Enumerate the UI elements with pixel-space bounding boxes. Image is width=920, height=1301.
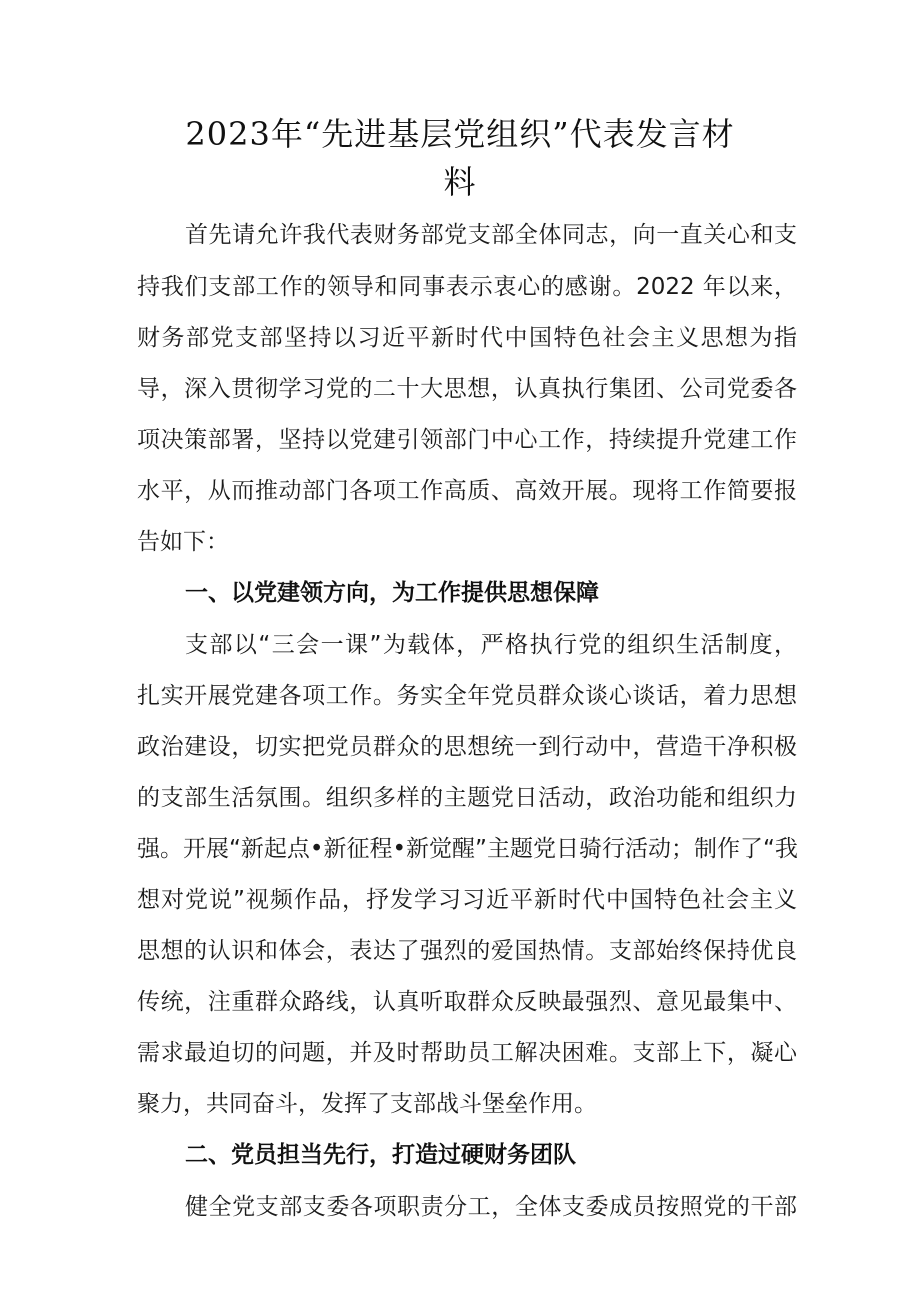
- paragraph-line: 导，深入贯彻学习党的二十大思想，认真执行集团、公司党委各: [137, 376, 797, 402]
- paragraph-line: 水平，从而推动部门各项工作高质、高效开展。现将工作简要报: [137, 478, 797, 504]
- paragraph-line: 聚力，共同奋斗，发挥了支部战斗堡垒作用。: [137, 1091, 597, 1117]
- paragraph-line: 健全党支部支委各项职责分工，全体支委成员按照党的干部: [185, 1194, 797, 1220]
- paragraph-line: 项决策部署，坚持以党建引领部门中心工作，持续提升党建工作: [137, 427, 797, 453]
- paragraph-line: 强。开展“新起点•新征程•新觉醒”主题党日骑行活动；制作了“我: [137, 836, 798, 862]
- paragraph-line: 告如下：: [137, 529, 229, 555]
- section-heading-1: 一、以党建领方向，为工作提供思想保障: [185, 580, 599, 606]
- section-heading-2: 二、党员担当先行，打造过硬财务团队: [185, 1142, 576, 1168]
- paragraph-line: 财务部党支部坚持以习近平新时代中国特色社会主义思想为指: [137, 325, 797, 351]
- paragraph-line: 扎实开展党建各项工作。务实全年党员群众谈心谈话，着力思想: [137, 683, 797, 709]
- paragraph-line: 政治建设，切实把党员群众的思想统一到行动中，营造干净积极: [137, 734, 797, 760]
- paragraph-line: 传统，注重群众路线，认真听取群众反映最强烈、意见最集中、: [137, 989, 797, 1015]
- document-title: 2023年“先进基层党组织”代表发言材: [185, 115, 735, 153]
- paragraph-line: 想对党说”视频作品，抒发学习习近平新时代中国特色社会主义: [137, 887, 797, 913]
- paragraph-line: 的支部生活氛围。组织多样的主题党日活动，政治功能和组织力: [137, 785, 797, 811]
- paragraph-line: 需求最迫切的问题，并及时帮助员工解决困难。支部上下，凝心: [137, 1040, 797, 1066]
- paragraph-line: 持我们支部工作的领导和同事表示衷心的感谢。2022 年以来，: [137, 274, 797, 300]
- document-title-continued: 料: [443, 163, 477, 201]
- paragraph-line: 支部以“三会一课”为载体，严格执行党的组织生活制度，: [185, 632, 797, 658]
- paragraph-line: 首先请允许我代表财务部党支部全体同志，向一直关心和支: [185, 222, 797, 248]
- paragraph-line: 思想的认识和体会，表达了强烈的爱国热情。支部始终保持优良: [137, 938, 797, 964]
